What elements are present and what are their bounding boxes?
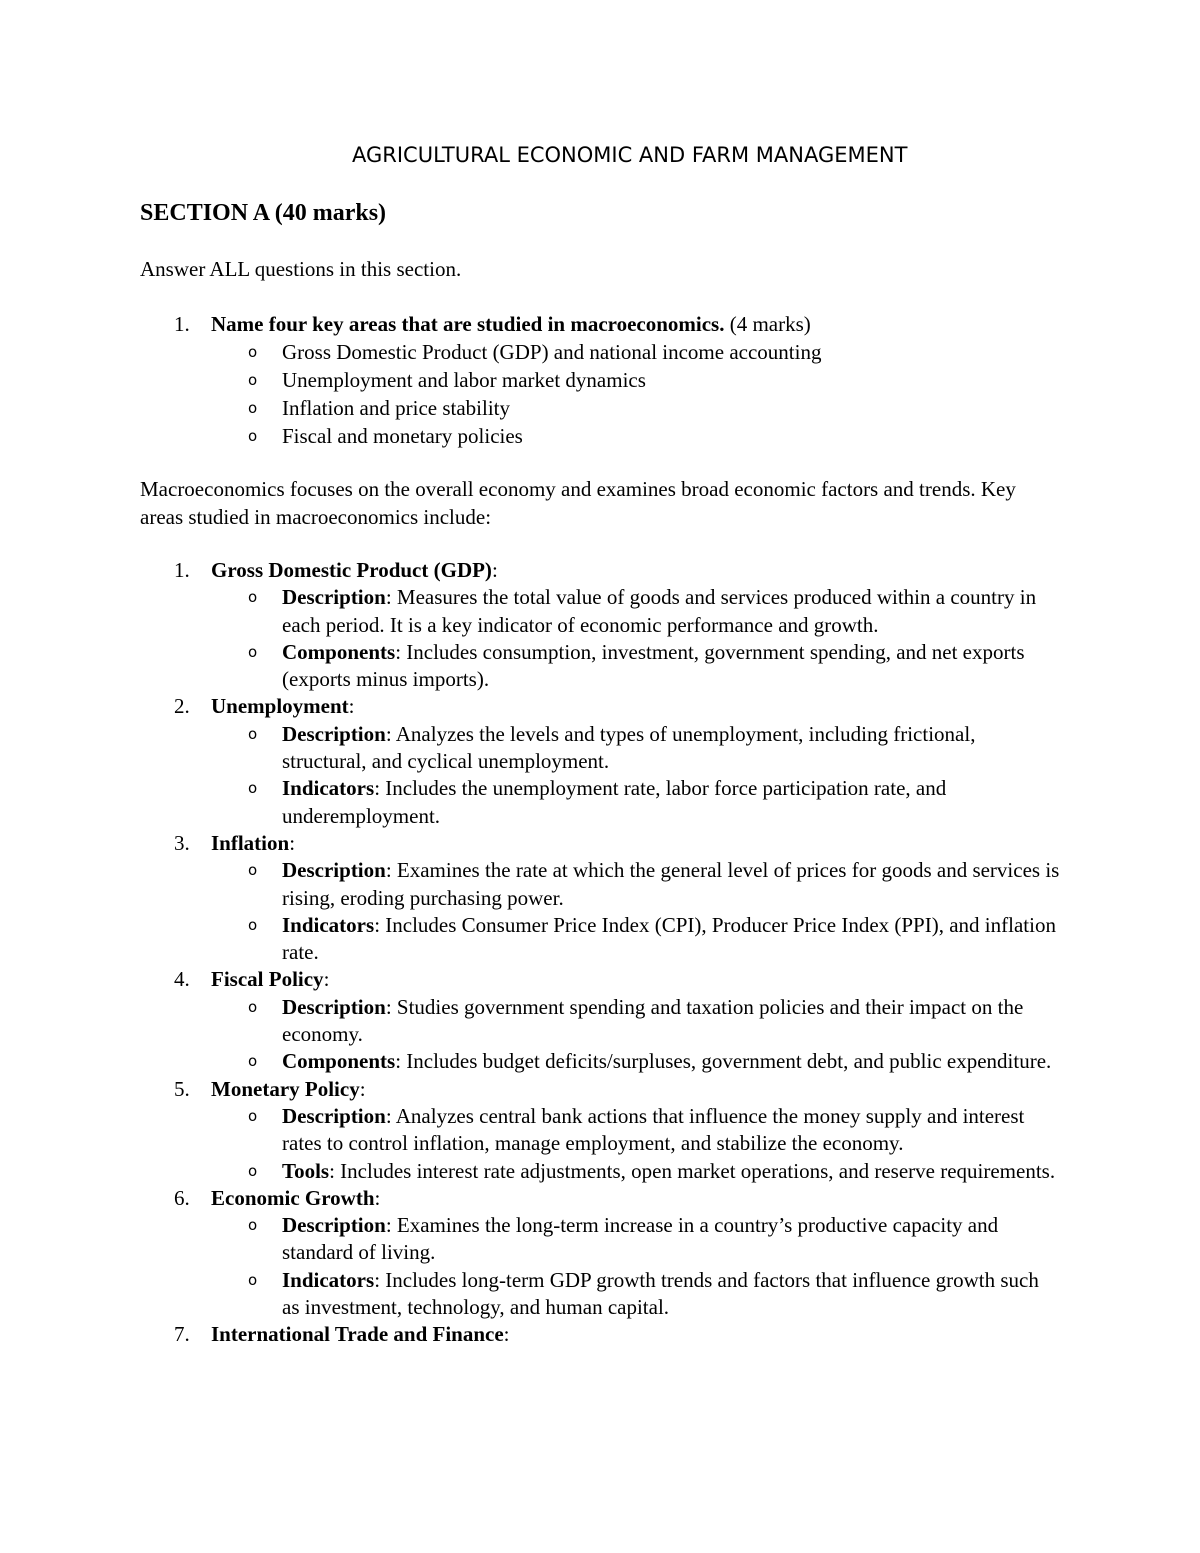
- point-label: Description: [282, 1213, 386, 1238]
- area-colon: :: [374, 1185, 381, 1210]
- area-heading: Inflation: [211, 830, 290, 855]
- point-text: : Examines the long-term increase in a country’s productive capacity and standard of living.: [282, 1213, 999, 1265]
- area-item: [140, 1321, 1060, 1348]
- point-label: Description: [282, 858, 386, 883]
- question-prompt: [140, 310, 1060, 338]
- answer-item: [140, 366, 1060, 394]
- bullet-icon: o: [248, 1161, 258, 1180]
- area-item: [140, 1185, 1060, 1321]
- point-label: Tools: [282, 1158, 330, 1183]
- point-text: : Includes the unemployment rate, labor force participation rate, and underemployment.: [282, 776, 947, 828]
- point-text: : Includes long-term GDP growth trends and factors that influence growth such as investment, technology, and human capital.: [282, 1267, 1039, 1320]
- point-label: Indicators: [282, 912, 375, 937]
- answer-item: [140, 422, 1060, 450]
- area-colon: :: [491, 558, 498, 582]
- point-label: Description: [282, 1103, 386, 1128]
- area-point: [140, 775, 1060, 830]
- bullet-icon: o: [248, 1052, 258, 1071]
- area-colon: :: [359, 1076, 366, 1101]
- bullet-icon: o: [248, 997, 258, 1016]
- area-number: 5.: [174, 1076, 190, 1101]
- area-item: [140, 693, 1060, 829]
- key-areas-list: [140, 557, 1060, 1349]
- bullet-icon: o: [248, 1106, 258, 1125]
- area-point: [140, 1103, 1060, 1158]
- answer-text: Inflation and price stability: [282, 396, 511, 420]
- area-heading-row: [140, 693, 1060, 720]
- area-item: [140, 557, 1060, 693]
- question-number: 1.: [174, 312, 190, 336]
- area-heading: Fiscal Policy: [211, 967, 324, 992]
- point-text: : Includes budget deficits/surpluses, government debt, and public expenditure.: [395, 1049, 1052, 1074]
- area-heading: International Trade and Finance: [211, 1322, 504, 1347]
- area-point: [140, 857, 1060, 912]
- area-heading: Unemployment: [211, 694, 349, 719]
- area-number: 7.: [174, 1322, 190, 1347]
- area-heading-row: [140, 966, 1060, 993]
- point-text: : Analyzes central bank actions that influence the money supply and interest rates to control inflation, manage employment, and stabilize the economy.: [282, 1103, 1025, 1156]
- area-number: 3.: [174, 830, 190, 855]
- area-colon: :: [348, 694, 355, 719]
- area-colon: :: [289, 830, 296, 855]
- area-heading-row: [140, 1321, 1060, 1348]
- area-point: [140, 912, 1060, 967]
- bullet-icon: o: [248, 724, 258, 743]
- bullet-icon: o: [248, 427, 258, 445]
- area-number: 6.: [174, 1185, 190, 1210]
- area-point: [140, 994, 1060, 1049]
- question-1: [140, 310, 1060, 450]
- section-heading: SECTION A (40 marks): [140, 200, 387, 226]
- point-label: Indicators: [282, 776, 375, 801]
- point-text: : Includes interest rate adjustments, open market operations, and reserve requirements.: [329, 1158, 1056, 1183]
- area-heading: Gross Domestic Product (GDP): [211, 558, 492, 582]
- point-label: Description: [282, 721, 386, 746]
- document-title: AGRICULTURAL ECONOMIC AND FARM MANAGEMENT: [352, 143, 908, 167]
- answer-item: [140, 394, 1060, 422]
- intro-paragraph: Macroeconomics focuses on the overall economy and examines broad economic factors and trends. Key areas studied in macroeconomics include:: [140, 477, 1016, 529]
- point-label: Indicators: [282, 1267, 375, 1292]
- section-instruction: Answer ALL questions in this section.: [140, 257, 462, 281]
- bullet-icon: o: [248, 642, 258, 661]
- bullet-icon: o: [248, 343, 258, 361]
- bullet-icon: o: [248, 1270, 258, 1289]
- area-item: [140, 830, 1060, 966]
- area-point: [140, 1048, 1060, 1075]
- area-heading-row: [140, 1076, 1060, 1103]
- point-label: Components: [282, 639, 396, 664]
- area-point: [140, 721, 1060, 776]
- point-text: : Examines the rate at which the general level of prices for goods and services is rising, eroding purchasing power.: [282, 858, 1060, 910]
- answer-text: Fiscal and monetary policies: [282, 424, 523, 448]
- area-point: [140, 1158, 1060, 1185]
- question-text: Name four key areas that are studied in macroeconomics.: [211, 312, 725, 336]
- point-label: Description: [282, 585, 386, 610]
- point-label: Description: [282, 994, 386, 1019]
- area-heading-row: [140, 1185, 1060, 1212]
- bullet-icon: o: [248, 399, 258, 417]
- answer-text: Unemployment and labor market dynamics: [282, 368, 646, 392]
- point-text: : Includes Consumer Price Index (CPI), Producer Price Index (PPI), and inflation rate.: [282, 912, 1056, 965]
- point-text: : Measures the total value of goods and services produced within a country in each period. It is a key indicator of economic performance and growth.: [282, 585, 1037, 637]
- area-item: [140, 1076, 1060, 1185]
- point-text: : Studies government spending and taxation policies and their impact on the economy.: [282, 994, 1024, 1047]
- area-point: [140, 639, 1060, 694]
- area-heading-row: [140, 557, 1060, 584]
- area-point: [140, 584, 1060, 639]
- bullet-icon: o: [248, 588, 258, 607]
- area-number: 2.: [174, 694, 190, 719]
- point-text: : Analyzes the levels and types of unemployment, including frictional, structural, and cyclical unemployment.: [282, 721, 976, 774]
- area-number: 1.: [174, 558, 190, 582]
- area-heading-row: [140, 830, 1060, 857]
- area-item: [140, 966, 1060, 1075]
- point-text: : Includes consumption, investment, government spending, and net exports (exports minus imports).: [282, 639, 1025, 692]
- bullet-icon: o: [248, 861, 258, 880]
- point-label: Components: [282, 1049, 396, 1074]
- answer-text: Gross Domestic Product (GDP) and national income accounting: [282, 340, 822, 364]
- area-point: [140, 1212, 1060, 1267]
- area-colon: :: [323, 967, 330, 992]
- bullet-icon: o: [248, 779, 258, 798]
- bullet-icon: o: [248, 1216, 258, 1235]
- area-heading: Economic Growth: [211, 1185, 375, 1210]
- question-marks: (4 marks): [724, 312, 811, 336]
- answer-item: [140, 338, 1060, 366]
- bullet-icon: o: [248, 371, 258, 389]
- area-number: 4.: [174, 967, 190, 992]
- area-point: [140, 1267, 1060, 1322]
- area-colon: :: [503, 1322, 510, 1347]
- area-heading: Monetary Policy: [211, 1076, 360, 1101]
- bullet-icon: o: [248, 915, 258, 934]
